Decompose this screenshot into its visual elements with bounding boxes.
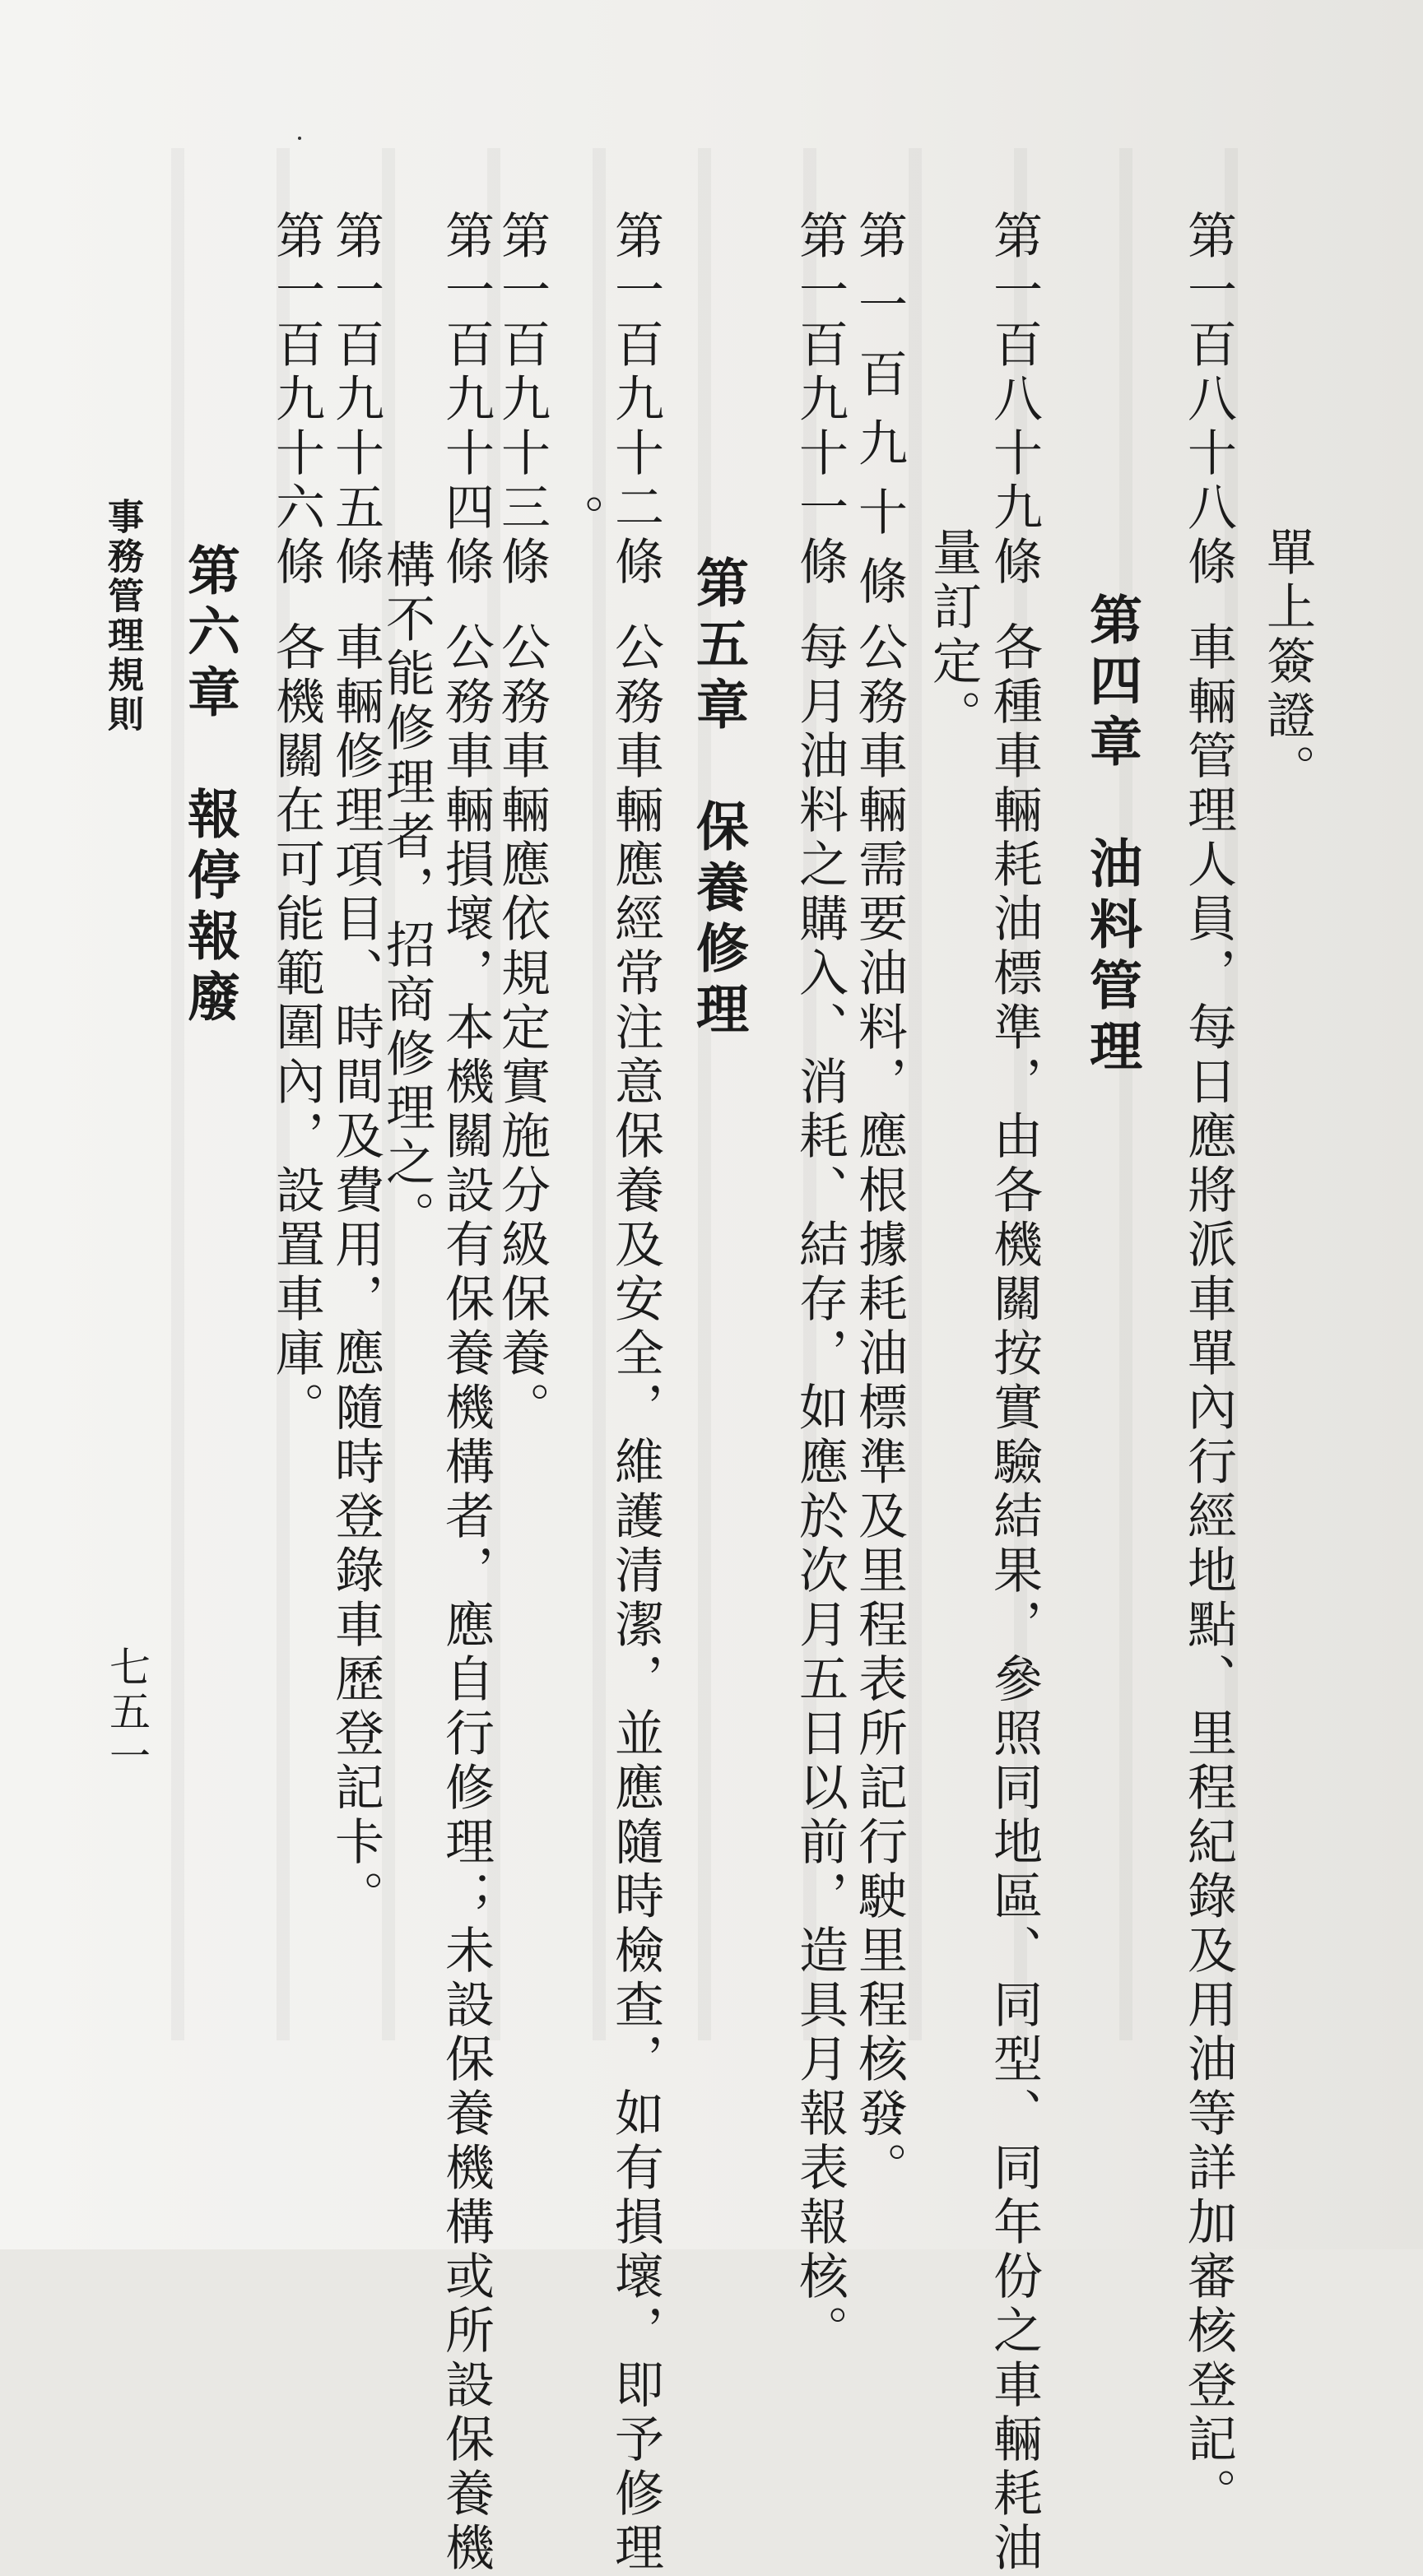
article-191-text: 每月油料之購入、消耗、結存，如應於次月五日以前，造具月報表報核。 [791,621,849,2359]
article-194-number: 第一百九十四條 [437,210,495,590]
chapter-6-heading: 第六章 報停報廢 [179,543,240,1030]
article-195-number: 第一百九十五條 [327,210,384,590]
article-193-number: 第一百九十三條 [493,210,551,590]
article-189-number: 第一百八十九條 [985,210,1043,590]
article-192-number: 第一百九十二條 [607,210,664,590]
article-190-text: 公務車輛需要油料，應根據耗油標準及里程表所記行駛里程核發。 [850,621,908,2196]
article-192-continuation: 。 [547,494,605,548]
running-header: 事務管理規則 [101,498,143,735]
article-189-continuation: 量訂定。 [924,527,982,744]
article-196-text: 各機關在可能範圍內，設置車庫。 [267,621,325,1436]
chapter-4-heading: 第四章 油料管理 [1081,592,1142,1079]
continuation-text: 單上簽證。 [1258,527,1316,798]
article-190-number: 第一百九十條 [850,210,908,624]
article-188-text: 車輛管理人員，每日應將派車單內行經地點、里程紀錄及用油等詳加審核登記。 [1179,621,1237,2522]
article-194-continuation: 構不能修理者，招商修理之。 [378,539,435,1245]
article-195-text: 車輛修理項目、時間及費用，應隨時登錄車歷登記卡。 [327,621,384,1924]
article-191-number: 第一百九十一條 [791,210,849,590]
chapter-5-heading: 第五章 保養修理 [687,555,749,1042]
page-number: 七五一 [103,1645,151,1779]
article-188-number: 第一百八十八條 [1179,210,1237,590]
article-193-text: 公務車輛應依規定實施分級保養。 [493,621,551,1436]
scan-speck [298,137,301,140]
article-194-text: 公務車輛損壞，本機關設有保養機構者，應自行修理；未設保養機構或所設保養機 [437,621,495,2576]
article-189-text: 各種車輛耗油標準，由各機關按實驗結果，參照同地區、同型、同年份之車輛耗油 [985,621,1043,2576]
article-192-text: 公務車輛應經常注意保養及安全，維護清潔，並應隨時檢查，如有損壞，即予修理 [607,621,664,2576]
article-196-number: 第一百九十六條 [267,210,325,590]
